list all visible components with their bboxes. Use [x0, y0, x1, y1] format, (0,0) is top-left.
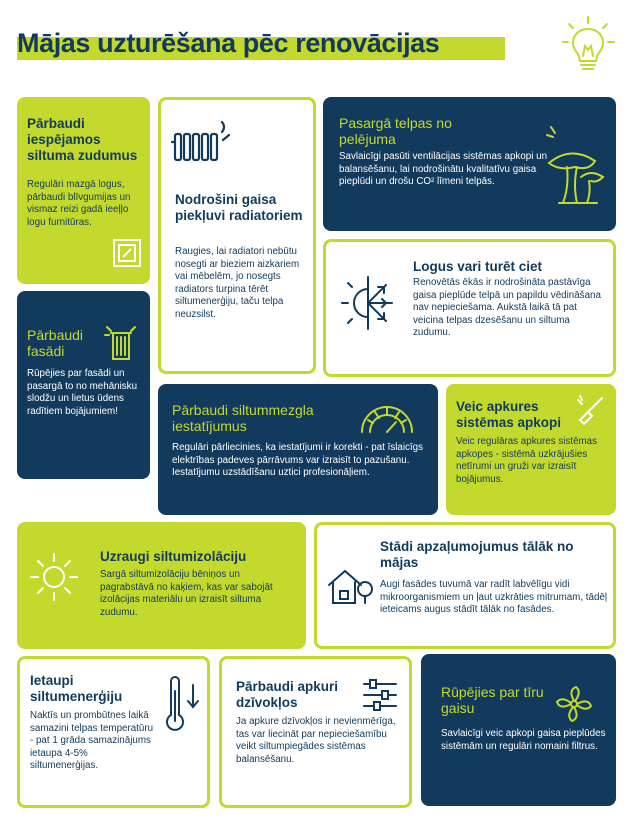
mushroom-icon: [545, 123, 605, 211]
card-heat-node: [158, 384, 438, 515]
card-text: Augi fasādes tuvumā var radīt labvēlīgu vidi mikroorganismiem un ļaut uzkrāties mitrumam, tādēļ ieteicams augus stādīt tālāk no fasādes.: [380, 579, 608, 616]
card-text: Regulāri pārliecinies, ka iestatījumi ir korekti - pat īslaicīgs elektrības padeves pārrāvums var izraisīt to pazušanu. Iestatījumu uzstādīšanu uztici profesionāļiem.: [172, 442, 424, 479]
card-mold: [323, 97, 616, 231]
card-title: Pārbaudi siltummezgla iestatījumus: [172, 402, 314, 434]
card-text: Sargā siltumizolāciju bēniņos un pagrabstāvā no kaķiem, kas var sabojāt izolācijas materiālu un izraisīt siltuma zudumu.: [100, 569, 273, 618]
card-save-energy: [17, 656, 210, 808]
card-title: Pārbaudi iespējamos siltuma zudumus: [27, 116, 138, 163]
card-text: Ja apkure dzīvokļos ir nevienmērīga, tas var liecināt par nepieciešamību veikt siltumpiegādes sistēmas balansēšanu.: [236, 716, 396, 765]
sun-snow-icon: [340, 275, 396, 331]
card-text: Veic regulāras apkures sistēmas apkopes - sistēmā uzkrājušies netīrumi un gruži var izraisīt bojājumus.: [456, 436, 598, 485]
card-title: Nodrošini gaisa piekļuvi radiatoriem: [175, 192, 303, 223]
card-title: Pārbaudi fasādi: [27, 327, 84, 359]
card-windows: [323, 239, 616, 377]
house-tree-icon: [327, 565, 375, 607]
window-icon: [111, 237, 143, 269]
card-text: Savlaicīgi veic apkopi gaisa pieplūdes sistēmām un regulāri nomaini filtrus.: [441, 728, 606, 752]
page-header: [17, 27, 439, 60]
card-title: Pārbaudi apkuri dzīvokļos: [236, 679, 339, 710]
card-insulation: [17, 522, 306, 649]
card-text: Naktīs un prombūtnes laikā samazini telpas temperatūru - pat 1 grāda samazinājums ietaupa 4-5% siltumenerģijas.: [30, 710, 154, 772]
card-text: Rūpējies par fasādi un pasargā to no mehānisku slodžu un lietus ūdens radītiem bojājumiem!: [27, 368, 138, 417]
fan-icon: [554, 684, 594, 724]
card-text: Savlaicīgi pasūti ventilācijas sistēmas apkopi un balansēšanu, lai nodrošinātu kvalitatīvu gaisa pieplūdi un drošu CO² līmeni telpās.: [339, 151, 548, 188]
card-title: Veic apkures sistēmas apkopi: [456, 399, 562, 430]
card-heat-loss: [17, 97, 150, 284]
facade-icon: [103, 325, 139, 361]
thermometer-icon: [163, 677, 203, 737]
card-clean-air: [421, 654, 616, 806]
lightbulb-icon: [561, 15, 616, 75]
sun-icon: [29, 552, 79, 602]
card-title: Rūpējies par tīru gaisu: [441, 684, 544, 716]
radiator-icon: [171, 118, 233, 166]
page-title: Mājas uzturēšana pēc renovācijas: [17, 28, 440, 58]
card-facade: [17, 291, 150, 479]
card-text: Renovētās ēkās ir nodrošināta pastāvīga gaisa pieplūde telpā un papildu vēdināšana nav nepieciešama. Aukstā laikā tā pat veicina telpas dzesēšanu un siltuma zudumu.: [413, 277, 601, 339]
gauge-icon: [360, 400, 414, 434]
card-text: Regulāri mazgā logus, pārbaudi blīvgumijas un vismaz reizi gadā ieeļļo logu furnitūras.: [27, 179, 131, 228]
card-plants: [314, 522, 616, 649]
card-title: Stādi apzaļumojumus tālāk no mājas: [380, 539, 574, 570]
card-apartment: [219, 656, 412, 808]
card-title: Ietaupi siltumenerģiju: [30, 673, 123, 704]
card-title: Logus vari turēt ciet: [413, 259, 543, 274]
card-radiators: [158, 97, 316, 374]
sliders-icon: [362, 677, 398, 713]
card-text: Raugies, lai radiatori nebūtu nosegti ar bieziem aizkariem vai mēbelēm, jo nosegts radiators turpina tērēt siltumenerģiju, taču telpa neuzsilst.: [175, 246, 300, 320]
card-title: Uzraugi siltumizolāciju: [100, 549, 247, 564]
card-title: Pasargā telpas no pelējuma: [339, 115, 452, 147]
card-maintenance: [446, 384, 616, 515]
broom-icon: [574, 394, 606, 426]
